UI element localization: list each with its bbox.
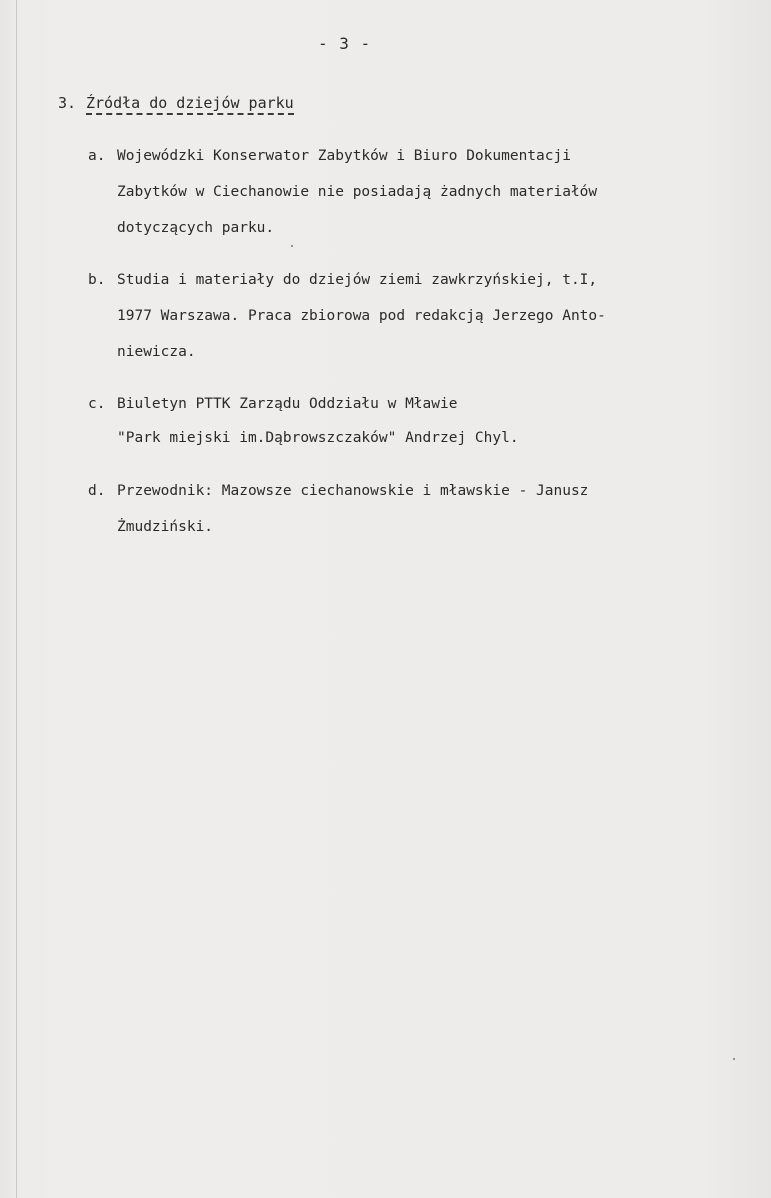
item-letter: c. (88, 396, 106, 412)
item-line: dotyczących parku. (117, 220, 275, 236)
page-edge-line (16, 0, 17, 1198)
item-letter: b. (88, 272, 106, 288)
paper-speck (291, 245, 293, 247)
section-heading (58, 94, 294, 112)
item-letter: d. (88, 483, 106, 499)
item-line: Studia i materiały do dziejów ziemi zawkrzyńskiej, t.I, (117, 272, 598, 288)
item-line: "Park miejski im.Dąbrowszczaków" Andrzej Chyl. (117, 430, 519, 446)
item-line: Żmudziński. (117, 519, 214, 535)
page-number: - 3 - (318, 34, 372, 53)
item-line: Biuletyn PTTK Zarządu Oddziału w Mławie (117, 396, 458, 412)
item-line: Zabytków w Ciechanowie nie posiadają żadnych materiałów (117, 184, 598, 200)
section-number: 3. (58, 94, 77, 112)
item-line: 1977 Warszawa. Praca zbiorowa pod redakcją Jerzego Anto- (117, 308, 606, 324)
item-line: Wojewódzki Konserwator Zabytków i Biuro Dokumentacji (117, 148, 571, 164)
item-line: niewicza. (117, 344, 196, 360)
paper-speck (733, 1058, 735, 1060)
item-letter: a. (88, 148, 106, 164)
section-title: Źródła do dziejów parku (86, 94, 294, 115)
item-line: Przewodnik: Mazowsze ciechanowskie i mławskie - Janusz (117, 483, 589, 499)
